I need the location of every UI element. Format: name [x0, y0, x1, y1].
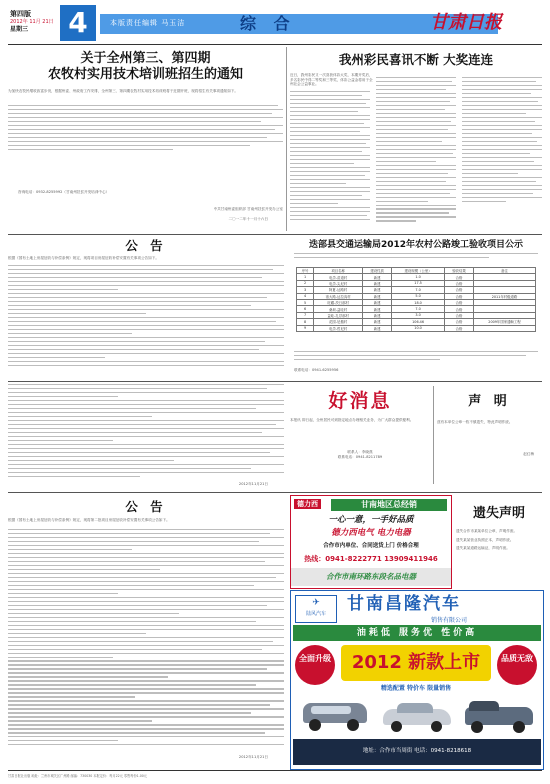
lost-notice-item: 遗失合作市某某单位公章，声明作废。 [456, 529, 518, 533]
car-brand-logo [295, 595, 337, 623]
table-cell: 3 [297, 287, 314, 293]
notice-training-lead: 为加快农牧民增收致富步伐，根据州委、州政府工作安排，全州第三、第四期农牧村实用技术培训班将于近期开班，现将招生有关事项通知如下。 [8, 89, 238, 93]
mid-section-rule [8, 381, 542, 382]
ad-dealer-footer: 合作市南环路东段名品电器 [291, 568, 451, 586]
table-cell: 17.5 [392, 280, 445, 286]
table-body [297, 274, 536, 332]
table-cell: 2011年村级道路 [473, 293, 535, 299]
table-cell: 18.0 [392, 299, 445, 305]
table-cell: 4 [297, 293, 314, 299]
road-acceptance-notice [290, 237, 542, 379]
article-lottery-col3 [462, 77, 542, 225]
ad-dealer-recruit: 合作市内单位、合同送货上门 价格合理 [323, 543, 419, 549]
announcement-2-date: 2012年11月21日 [238, 755, 268, 759]
table-cell: 合格 [444, 287, 473, 293]
table-cell: 新建 [363, 312, 392, 318]
announcement-2-body [8, 529, 284, 753]
table-cell: 8 [297, 319, 314, 325]
table-header-cell: 建设规模（公里） [392, 268, 445, 274]
table-cell: 1.0 [392, 274, 445, 280]
table-cell: 5 [297, 299, 314, 305]
car-dealer-subtitle: 销售有限公司 [431, 617, 468, 624]
table-cell: 7.0 [392, 287, 445, 293]
lost-notice-item: 遗失某某营业执照正本，声明作废。 [456, 537, 514, 542]
ad-electrical-dealer [290, 495, 452, 589]
table-cell: 电尕-苗道村 [314, 274, 363, 280]
table-cell: 合格 [444, 319, 473, 325]
table-cell: 合格 [444, 293, 473, 299]
table-cell: 电尕-哲尼村 [314, 325, 363, 331]
editors-label: 本版责任编辑 马玉洁 [110, 19, 186, 27]
table-cell: 新建 [363, 299, 392, 305]
notice-training-title-1: 关于全州第三、第四期 [80, 51, 211, 66]
table-cell: 合格 [444, 306, 473, 312]
ad-dealer-banner: 甘南地区总经销 [331, 499, 447, 511]
page-footer [8, 770, 542, 783]
car-image-sedan [379, 695, 455, 737]
table-cell: 合格 [444, 274, 473, 280]
table-cell: 3.0 [392, 312, 445, 318]
announcement-2-title: 公 告 [125, 499, 167, 514]
column-divider [286, 47, 287, 231]
table-cell: 合格 [444, 280, 473, 286]
car-dealer-name: 甘南昌隆汽车 [347, 594, 461, 614]
road-acceptance-contact: 联系电话：0941-6255956 [294, 368, 339, 372]
table-cell: 益哇-扎尕那村 [314, 312, 363, 318]
table-cell: 桑坝-益哇村 [314, 306, 363, 312]
notice-training-date: 二〇一二年十一月十六日 [228, 217, 268, 221]
notice-training-body [8, 105, 283, 185]
announcement-1-date: 2012年11月21日 [238, 482, 268, 486]
table-cell: 新建 [363, 306, 392, 312]
article-lottery-title: 我州彩民喜讯不断 大奖连连 [338, 52, 494, 67]
good-news-title: 好消息 [328, 390, 392, 412]
ad-car-dealer [290, 590, 544, 770]
article-lottery-col2 [376, 77, 456, 225]
announcement-1-body [8, 265, 284, 369]
table-cell: 7.0 [392, 306, 445, 312]
page-number: 4 [68, 6, 88, 39]
road-acceptance-footer-text [294, 351, 538, 365]
table-cell: 新建 [363, 287, 392, 293]
car-right-badge-text: 品质无敌 [501, 654, 533, 663]
table-cell: 7 [297, 312, 314, 318]
section-title: 综 合 [240, 14, 296, 33]
edition-info [10, 10, 55, 34]
road-acceptance-title: 迭部县交通运输局2012年农村公路竣工验收项目公示 [308, 240, 524, 250]
table-cell: 电尕-尖尼村 [314, 280, 363, 286]
notice-training-contact: 咨询电话：0932-8255992（甘南州扶贫开发培训中心） [18, 190, 110, 194]
table-cell: 合格 [444, 312, 473, 318]
announcement-1-cont [8, 384, 284, 490]
good-news-body: 本报讯 即日起，全州居民可到指定地点办理相关业务，为广大群众提供便利。 [290, 418, 414, 422]
ad-dealer-brand: 德力西 [294, 499, 321, 509]
page-number-badge [60, 5, 96, 41]
good-news-contact: 联系人：李晓燕 [347, 450, 373, 454]
car-specs: 精选配置 特价车 限量销售 [380, 685, 452, 692]
ad-dealer-slogan-1: 一心一意，一手好品质 [328, 515, 414, 525]
ad-dealer-phone: 热线：0941-8222771 13909411946 [304, 555, 438, 563]
table-cell: 10.0 [392, 325, 445, 331]
lost-notice [456, 495, 542, 587]
road-acceptance-table [296, 267, 536, 332]
table-cell: 新建 [363, 319, 392, 325]
table-cell: 2 [297, 280, 314, 286]
announcement-1-cont-body [8, 384, 284, 480]
table-header-cell: 项目名称 [314, 268, 363, 274]
weekday-label: 星期三 [10, 26, 29, 33]
notice-training-org: 中共甘南州委组织部 甘南州扶贫开发办公室 [213, 207, 283, 211]
notice-training-title-2: 农牧村实用技术培训班招生的通知 [47, 67, 243, 82]
table-header-cell: 序号 [297, 268, 314, 274]
notice-training [8, 47, 283, 235]
table-header-cell: 验收结果 [444, 268, 473, 274]
car-left-badge-text: 全面升级 [299, 654, 331, 663]
table-cell: 6 [297, 306, 314, 312]
lost-notice-title: 遗失声明 [472, 506, 525, 521]
table-cell: 新建 [363, 293, 392, 299]
statement-signer: 赵红梅 [523, 452, 534, 456]
road-acceptance-lead [294, 253, 538, 265]
good-news-phone: 联系电话：0941-8211789 [337, 454, 383, 459]
masthead-logo: 甘肃日报 [430, 12, 502, 33]
table-cell: 106.46 [392, 319, 445, 325]
statement-title: 声 明 [468, 394, 511, 409]
car-image-pickup [461, 695, 537, 737]
date-label: 2012年 11月 21日 [10, 19, 54, 25]
page-header [0, 0, 550, 45]
car-promo-text: 油耗低 服务优 性价高 [356, 628, 478, 638]
table-cell: 9 [297, 325, 314, 331]
lost-notice-item: 遗失某某道路运输证，声明作废。 [456, 546, 510, 551]
table-cell: 新建 [363, 274, 392, 280]
table-header-cell: 备注 [473, 268, 535, 274]
top-section-rule [8, 234, 542, 235]
article-lottery-col1 [290, 91, 370, 225]
car-left-badge [295, 645, 335, 685]
car-right-badge [497, 645, 537, 685]
announcement-2 [8, 495, 284, 767]
statement [437, 384, 542, 484]
statement-body: 兹有本单位公章一枚不慎遗失，特此声明作废。 [437, 420, 513, 424]
table-row [297, 325, 536, 331]
car-year-title: 2012 新款上市 [351, 652, 481, 673]
car-address: 地址：合作市当周街 电话：0941-8218618 [362, 748, 472, 754]
table-cell: 新建 [363, 280, 392, 286]
announcement-1-lead: 根据《国有土地上房屋征收与补偿条例》规定，现将项目房屋征收补偿安置有关事项公告如下。 [8, 256, 159, 260]
car-brand-emblem: ✈ [312, 598, 320, 608]
announcement-1-title: 公 告 [125, 238, 167, 253]
announcement-1 [8, 237, 284, 379]
footer-text: 甘肃日报社出版 地址：兰州市城关区广州路 邮编：730030 本报定价：每月22元 零售每份1.00元 [8, 774, 147, 778]
table-header-cell: 建设性质 [363, 268, 392, 274]
announcement-2-lead: 根据《国有土地上房屋征收与补偿条例》规定，现将第二批项目房屋征收补偿安置有关事项公告如下。 [8, 518, 170, 522]
table-cell [473, 325, 535, 331]
table-cell: 合格 [444, 325, 473, 331]
table-cell: 花园-尼傲村 [314, 319, 363, 325]
table-cell: 旺藏-茨日那村 [314, 299, 363, 305]
table-cell: 洛大路-达拉沟村 [314, 293, 363, 299]
table-cell: 阿夏-达路村 [314, 287, 363, 293]
ad-dealer-slogan-2: 德力西电气 电力电器 [331, 528, 411, 538]
car-brand-name: 陆风汽车 [305, 611, 326, 617]
news-divider [433, 386, 434, 484]
article-lottery-lead: 近日，我州彩民又一次喜获体彩大奖，本期开奖后，多名彩民中得二等奖和三等奖，体彩公益金将用于全州社会公益事业。 [290, 73, 373, 87]
table-cell: 合格 [444, 299, 473, 305]
table-cell: 1 [297, 274, 314, 280]
table-cell: 2009年国家通畅工程 [473, 319, 535, 325]
good-news [290, 384, 430, 484]
header-rule [8, 44, 542, 45]
article-lottery [290, 47, 542, 227]
lower-section-rule [8, 492, 542, 493]
edition-label: 第四版 [10, 10, 31, 18]
car-image-suv [297, 695, 373, 737]
table-cell: 新建 [363, 325, 392, 331]
table-cell: 5.0 [392, 293, 445, 299]
